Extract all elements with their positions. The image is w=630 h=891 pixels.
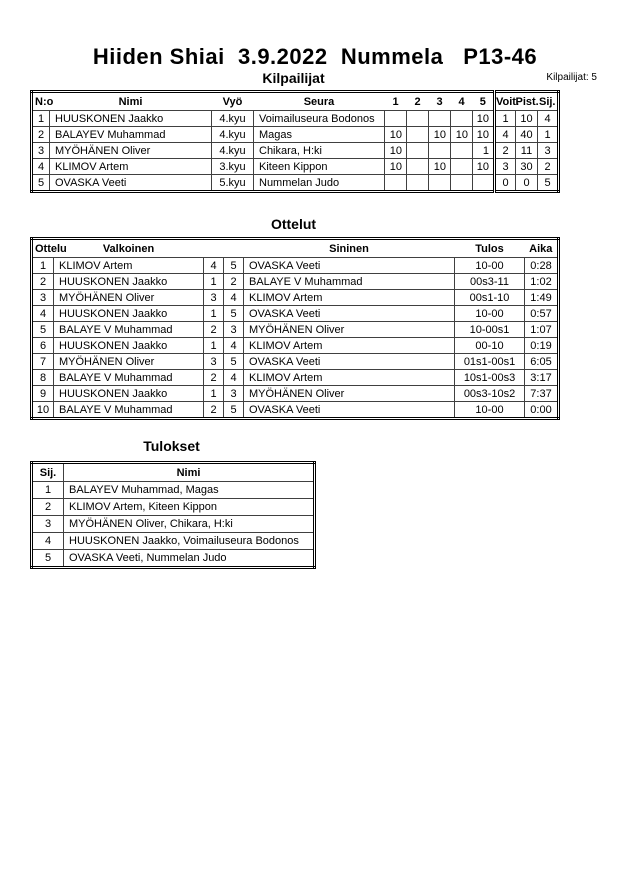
- table-row: [32, 258, 559, 274]
- white-name: KLIMOV Artem: [54, 258, 204, 274]
- header-round-3: 3: [429, 92, 451, 111]
- header-blue: Sininen: [244, 239, 455, 258]
- match-no: 1: [32, 258, 54, 274]
- blue-name: KLIMOV Artem: [244, 370, 455, 386]
- competitor-name: MYÖHÄNEN Oliver: [50, 143, 212, 159]
- blue-number: 3: [224, 322, 244, 338]
- table-header-row: [32, 92, 559, 111]
- header-place: Sij.: [538, 92, 559, 111]
- time-cell: 3:17: [525, 370, 559, 386]
- header-name: Nimi: [50, 92, 212, 111]
- result-cell: 01s1-00s1: [455, 354, 525, 370]
- blue-name: OVASKA Veeti: [244, 306, 455, 322]
- competitor-no: 2: [32, 127, 50, 143]
- match-no: 8: [32, 370, 54, 386]
- time-cell: 7:37: [525, 386, 559, 402]
- matches-heading: Ottelut: [270, 216, 317, 232]
- table-row: [32, 175, 559, 192]
- blue-number: 5: [224, 306, 244, 322]
- score-cell: [385, 111, 407, 127]
- score-cell: [407, 111, 429, 127]
- place-cell: 5: [538, 175, 559, 192]
- table-row: [32, 533, 315, 550]
- blue-name: BALAYE V Muhammad: [244, 274, 455, 290]
- white-name: HUUSKONEN Jaakko: [54, 274, 204, 290]
- points-cell: 30: [516, 159, 538, 175]
- white-number: 4: [204, 258, 224, 274]
- result-cell: 00-10: [455, 338, 525, 354]
- competitors-table: [30, 90, 560, 193]
- place-cell: 1: [538, 127, 559, 143]
- results-heading: Tulokset: [143, 438, 200, 454]
- white-number: 2: [204, 322, 224, 338]
- time-cell: 1:02: [525, 274, 559, 290]
- white-number: 3: [204, 354, 224, 370]
- competitor-club: Chikara, H:ki: [254, 143, 385, 159]
- time-cell: 1:49: [525, 290, 559, 306]
- matches-table: [30, 237, 560, 420]
- page-title: Hiiden Shiai 3.9.2022 Nummela P13-46: [92, 44, 538, 69]
- white-number: 1: [204, 274, 224, 290]
- white-number: 3: [204, 290, 224, 306]
- result-cell: 00s1-10: [455, 290, 525, 306]
- score-cell: 10: [473, 111, 495, 127]
- wins-cell: 3: [495, 159, 516, 175]
- blue-number: 2: [224, 274, 244, 290]
- score-cell: [407, 143, 429, 159]
- score-cell: [407, 159, 429, 175]
- table-row: [32, 499, 315, 516]
- score-cell: [407, 175, 429, 192]
- white-number: 2: [204, 370, 224, 386]
- competitor-club: Voimailuseura Bodonos: [254, 111, 385, 127]
- result-cell: 10-00: [455, 306, 525, 322]
- header-round-5: 5: [473, 92, 495, 111]
- result-place: 3: [32, 516, 64, 533]
- table-header-row: [32, 463, 315, 482]
- header-place: Sij.: [32, 463, 64, 482]
- time-cell: 0:19: [525, 338, 559, 354]
- table-row: [32, 290, 559, 306]
- score-cell: [451, 143, 473, 159]
- header-result: Tulos: [455, 239, 525, 258]
- wins-cell: 2: [495, 143, 516, 159]
- table-row: [32, 111, 559, 127]
- white-name: BALAYE V Muhammad: [54, 402, 204, 419]
- match-no: 9: [32, 386, 54, 402]
- blue-number: 5: [224, 402, 244, 419]
- result-name: HUUSKONEN Jaakko, Voimailuseura Bodonos: [64, 533, 315, 550]
- competitor-club: Kiteen Kippon: [254, 159, 385, 175]
- blue-number: 5: [224, 258, 244, 274]
- table-row: [32, 482, 315, 499]
- score-cell: 1: [473, 143, 495, 159]
- blue-number: 3: [224, 386, 244, 402]
- blue-name: OVASKA Veeti: [244, 258, 455, 274]
- result-cell: 10-00: [455, 258, 525, 274]
- table-row: [32, 386, 559, 402]
- table-row: [32, 354, 559, 370]
- place-cell: 2: [538, 159, 559, 175]
- white-name: MYÖHÄNEN Oliver: [54, 354, 204, 370]
- result-name: MYÖHÄNEN Oliver, Chikara, H:ki: [64, 516, 315, 533]
- competitor-belt: 3.kyu: [212, 159, 254, 175]
- competitor-name: BALAYEV Muhammad: [50, 127, 212, 143]
- table-row: [32, 274, 559, 290]
- score-cell: 10: [473, 159, 495, 175]
- table-row: [32, 550, 315, 568]
- competitor-name: HUUSKONEN Jaakko: [50, 111, 212, 127]
- match-no: 7: [32, 354, 54, 370]
- competitor-club: Nummelan Judo: [254, 175, 385, 192]
- match-no: 2: [32, 274, 54, 290]
- competitor-no: 1: [32, 111, 50, 127]
- header-time: Aika: [525, 239, 559, 258]
- competitors-count: Kilpailijat: 5: [546, 72, 597, 83]
- blue-name: KLIMOV Artem: [244, 290, 455, 306]
- header-round-1: 1: [385, 92, 407, 111]
- competitor-club: Magas: [254, 127, 385, 143]
- table-row: [32, 338, 559, 354]
- match-no: 6: [32, 338, 54, 354]
- score-cell: [407, 127, 429, 143]
- header-belt: Vyö: [212, 92, 254, 111]
- result-name: OVASKA Veeti, Nummelan Judo: [64, 550, 315, 568]
- time-cell: 0:57: [525, 306, 559, 322]
- header-no: N:o: [32, 92, 50, 111]
- place-cell: 4: [538, 111, 559, 127]
- blue-name: OVASKA Veeti: [244, 354, 455, 370]
- result-place: 5: [32, 550, 64, 568]
- table-row: [32, 370, 559, 386]
- score-cell: 10: [429, 159, 451, 175]
- table-row: [32, 516, 315, 533]
- competitor-belt: 4.kyu: [212, 127, 254, 143]
- header-blue-no: [224, 239, 244, 258]
- points-cell: 40: [516, 127, 538, 143]
- white-number: 1: [204, 386, 224, 402]
- header-match: Ottelu: [32, 239, 54, 258]
- header-white-no: [204, 239, 224, 258]
- wins-cell: 1: [495, 111, 516, 127]
- points-cell: 10: [516, 111, 538, 127]
- header-club: Seura: [254, 92, 385, 111]
- time-cell: 0:00: [525, 402, 559, 419]
- result-cell: 00s3-10s2: [455, 386, 525, 402]
- blue-name: KLIMOV Artem: [244, 338, 455, 354]
- time-cell: 6:05: [525, 354, 559, 370]
- result-cell: 00s3-11: [455, 274, 525, 290]
- table-row: [32, 322, 559, 338]
- table-row: [32, 143, 559, 159]
- header-round-4: 4: [451, 92, 473, 111]
- place-cell: 3: [538, 143, 559, 159]
- table-row: [32, 127, 559, 143]
- competitor-belt: 4.kyu: [212, 111, 254, 127]
- score-cell: [451, 159, 473, 175]
- results-table: [30, 461, 316, 569]
- wins-cell: 0: [495, 175, 516, 192]
- white-name: HUUSKONEN Jaakko: [54, 338, 204, 354]
- competitor-no: 3: [32, 143, 50, 159]
- result-name: KLIMOV Artem, Kiteen Kippon: [64, 499, 315, 516]
- competitor-name: KLIMOV Artem: [50, 159, 212, 175]
- white-name: HUUSKONEN Jaakko: [54, 306, 204, 322]
- competitor-belt: 5.kyu: [212, 175, 254, 192]
- score-cell: 10: [451, 127, 473, 143]
- white-number: 1: [204, 338, 224, 354]
- table-row: [32, 306, 559, 322]
- score-cell: 10: [473, 127, 495, 143]
- score-cell: [429, 175, 451, 192]
- competitor-no: 5: [32, 175, 50, 192]
- points-cell: 11: [516, 143, 538, 159]
- result-name: BALAYEV Muhammad, Magas: [64, 482, 315, 499]
- result-cell: 10-00: [455, 402, 525, 419]
- score-cell: [429, 111, 451, 127]
- header-round-2: 2: [407, 92, 429, 111]
- white-number: 1: [204, 306, 224, 322]
- score-cell: 10: [385, 143, 407, 159]
- white-number: 2: [204, 402, 224, 419]
- score-cell: [429, 143, 451, 159]
- competitor-belt: 4.kyu: [212, 143, 254, 159]
- result-place: 4: [32, 533, 64, 550]
- white-name: BALAYE V Muhammad: [54, 322, 204, 338]
- white-name: BALAYE V Muhammad: [54, 370, 204, 386]
- score-cell: [451, 175, 473, 192]
- match-no: 5: [32, 322, 54, 338]
- time-cell: 1:07: [525, 322, 559, 338]
- result-place: 2: [32, 499, 64, 516]
- blue-number: 4: [224, 290, 244, 306]
- blue-name: OVASKA Veeti: [244, 402, 455, 419]
- score-cell: 10: [429, 127, 451, 143]
- table-header-row: [32, 239, 559, 258]
- result-cell: 10-00s1: [455, 322, 525, 338]
- score-cell: [385, 175, 407, 192]
- wins-cell: 4: [495, 127, 516, 143]
- score-cell: [473, 175, 495, 192]
- header-wins: Voit.: [495, 92, 516, 111]
- score-cell: [451, 111, 473, 127]
- blue-number: 5: [224, 354, 244, 370]
- header-name: Nimi: [64, 463, 315, 482]
- competitors-heading: Kilpailijat: [262, 70, 325, 86]
- score-cell: 10: [385, 127, 407, 143]
- header-points: Pist.: [516, 92, 538, 111]
- blue-name: MYÖHÄNEN Oliver: [244, 386, 455, 402]
- score-cell: 10: [385, 159, 407, 175]
- match-no: 3: [32, 290, 54, 306]
- white-name: MYÖHÄNEN Oliver: [54, 290, 204, 306]
- match-no: 10: [32, 402, 54, 419]
- time-cell: 0:28: [525, 258, 559, 274]
- result-place: 1: [32, 482, 64, 499]
- points-cell: 0: [516, 175, 538, 192]
- blue-number: 4: [224, 338, 244, 354]
- table-row: [32, 402, 559, 419]
- header-white: Valkoinen: [54, 239, 204, 258]
- white-name: HUUSKONEN Jaakko: [54, 386, 204, 402]
- blue-number: 4: [224, 370, 244, 386]
- table-row: [32, 159, 559, 175]
- competitor-name: OVASKA Veeti: [50, 175, 212, 192]
- match-no: 4: [32, 306, 54, 322]
- result-cell: 10s1-00s3: [455, 370, 525, 386]
- competitor-no: 4: [32, 159, 50, 175]
- blue-name: MYÖHÄNEN Oliver: [244, 322, 455, 338]
